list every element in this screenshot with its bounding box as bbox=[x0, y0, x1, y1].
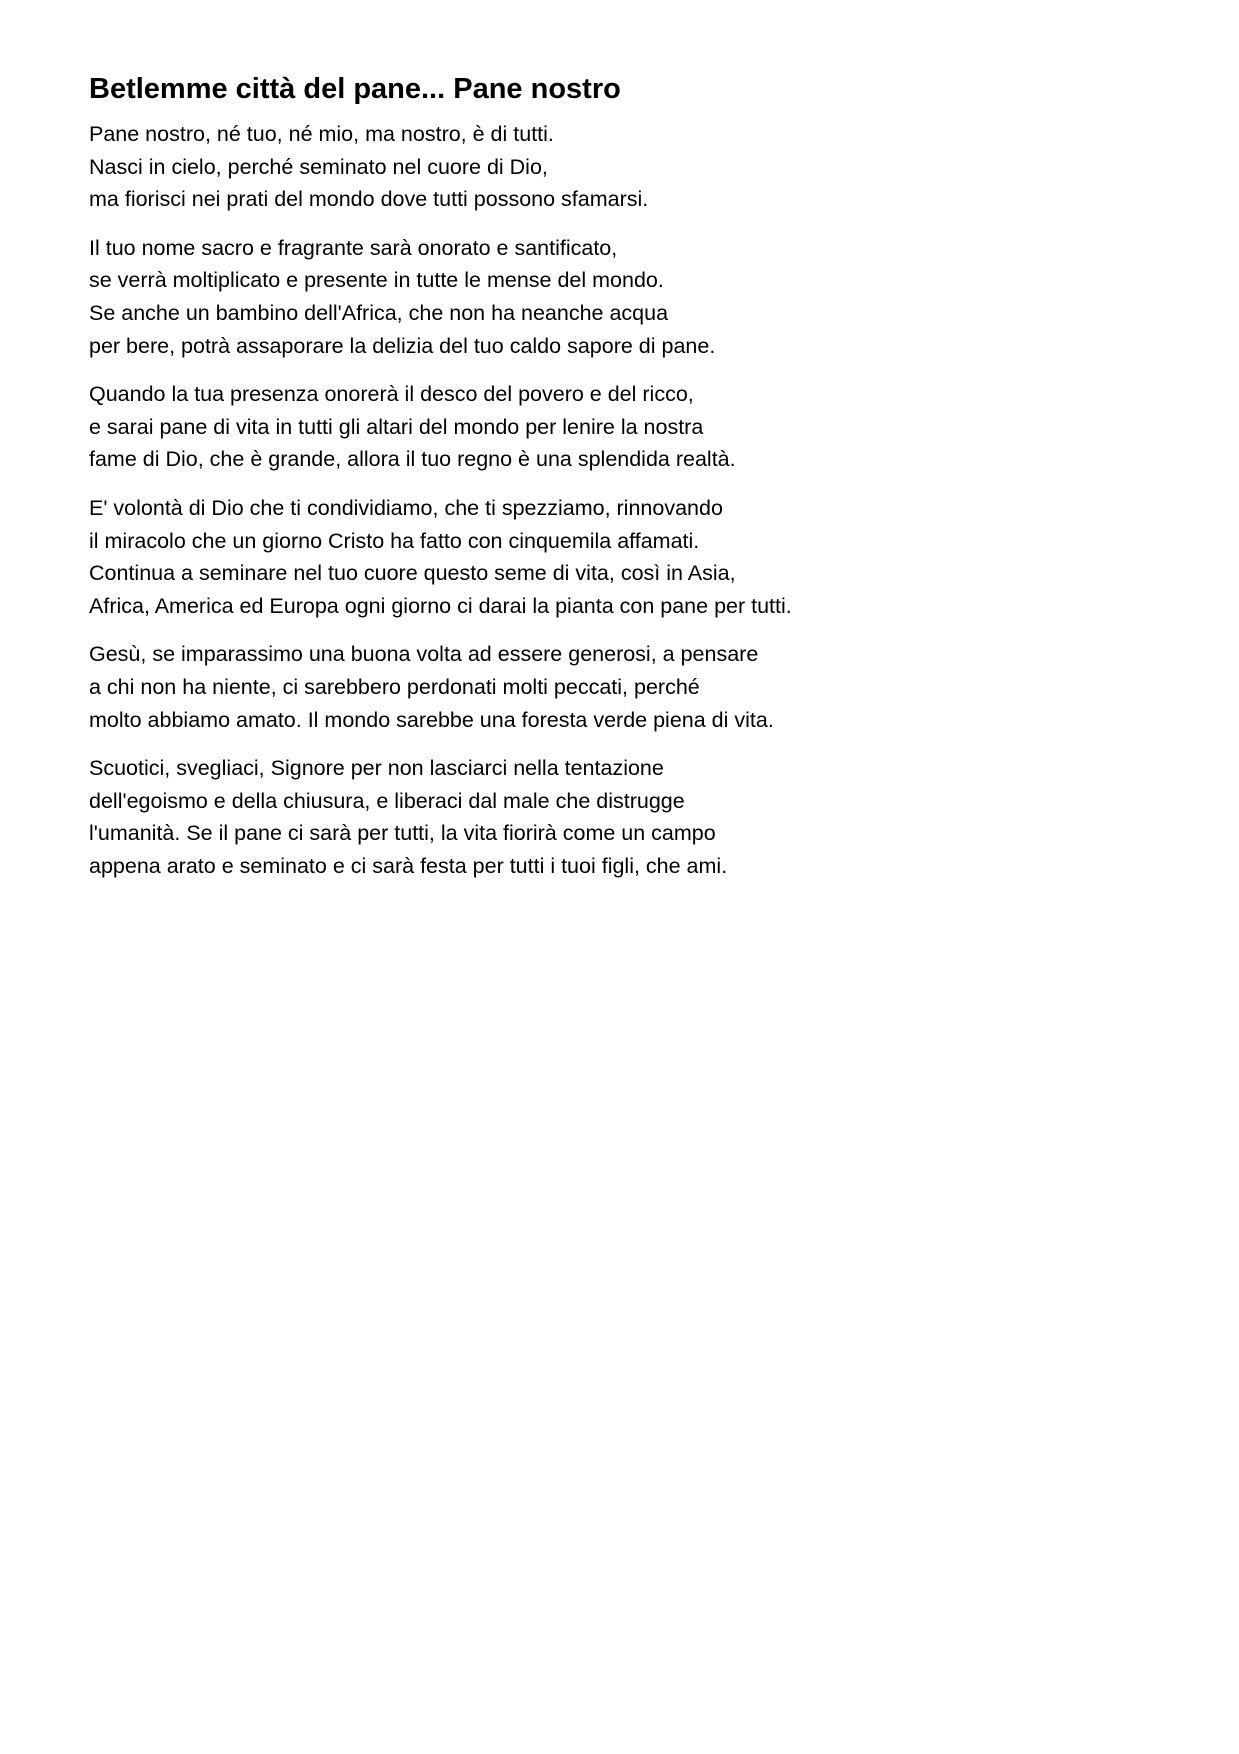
stanza-line: Se anche un bambino dell'Africa, che non ha neanche acqua bbox=[89, 300, 669, 325]
stanza-line: Nasci in cielo, perché seminato nel cuore di Dio, bbox=[89, 154, 548, 179]
stanza-line: E' volontà di Dio che ti condividiamo, che ti spezziamo, rinnovando bbox=[89, 495, 723, 520]
stanza-line: Il tuo nome sacro e fragrante sarà onorato e santificato, bbox=[89, 235, 618, 260]
stanza-2 bbox=[89, 232, 1149, 362]
stanza-6 bbox=[89, 752, 1149, 882]
stanza-4 bbox=[89, 492, 1149, 622]
stanza-line: ma fiorisci nei prati del mondo dove tutti possono sfamarsi. bbox=[89, 187, 649, 212]
stanza-line: molto abbiamo amato. Il mondo sarebbe una foresta verde piena di vita. bbox=[89, 707, 774, 732]
stanza-line: e sarai pane di vita in tutti gli altari del mondo per lenire la nostra bbox=[89, 414, 704, 439]
stanza-line: fame di Dio, che è grande, allora il tuo regno è una splendida realtà. bbox=[89, 447, 736, 472]
stanza-line: se verrà moltiplicato e presente in tutte le mense del mondo. bbox=[89, 268, 664, 293]
document-title: Betlemme città del pane... Pane nostro bbox=[89, 73, 621, 105]
stanza-line: per bere, potrà assaporare la delizia del tuo caldo sapore di pane. bbox=[89, 333, 716, 358]
stanza-1 bbox=[89, 118, 1149, 216]
stanza-5 bbox=[89, 638, 1149, 736]
stanza-line: a chi non ha niente, ci sarebbero perdonati molti peccati, perché bbox=[89, 674, 700, 699]
stanza-3 bbox=[89, 378, 1149, 476]
stanza-line: l'umanità. Se il pane ci sarà per tutti, la vita fiorirà come un campo bbox=[89, 821, 716, 846]
document-page bbox=[89, 70, 1149, 898]
stanza-line: Continua a seminare nel tuo cuore questo seme di vita, così in Asia, bbox=[89, 561, 736, 586]
stanza-line: Gesù, se imparassimo una buona volta ad essere generosi, a pensare bbox=[89, 642, 759, 667]
stanza-line: il miracolo che un giorno Cristo ha fatto con cinquemila affamati. bbox=[89, 528, 700, 553]
stanza-line: Quando la tua presenza onorerà il desco del povero e del ricco, bbox=[89, 382, 694, 407]
stanza-line: dell'egoismo e della chiusura, e liberaci dal male che distrugge bbox=[89, 788, 685, 813]
stanza-line: Africa, America ed Europa ogni giorno ci darai la pianta con pane per tutti. bbox=[89, 593, 792, 618]
stanza-line: Scuotici, svegliaci, Signore per non lasciarci nella tentazione bbox=[89, 756, 664, 781]
stanza-line: appena arato e seminato e ci sarà festa per tutti i tuoi figli, che ami. bbox=[89, 853, 728, 878]
stanza-line: Pane nostro, né tuo, né mio, ma nostro, è di tutti. bbox=[89, 122, 554, 146]
